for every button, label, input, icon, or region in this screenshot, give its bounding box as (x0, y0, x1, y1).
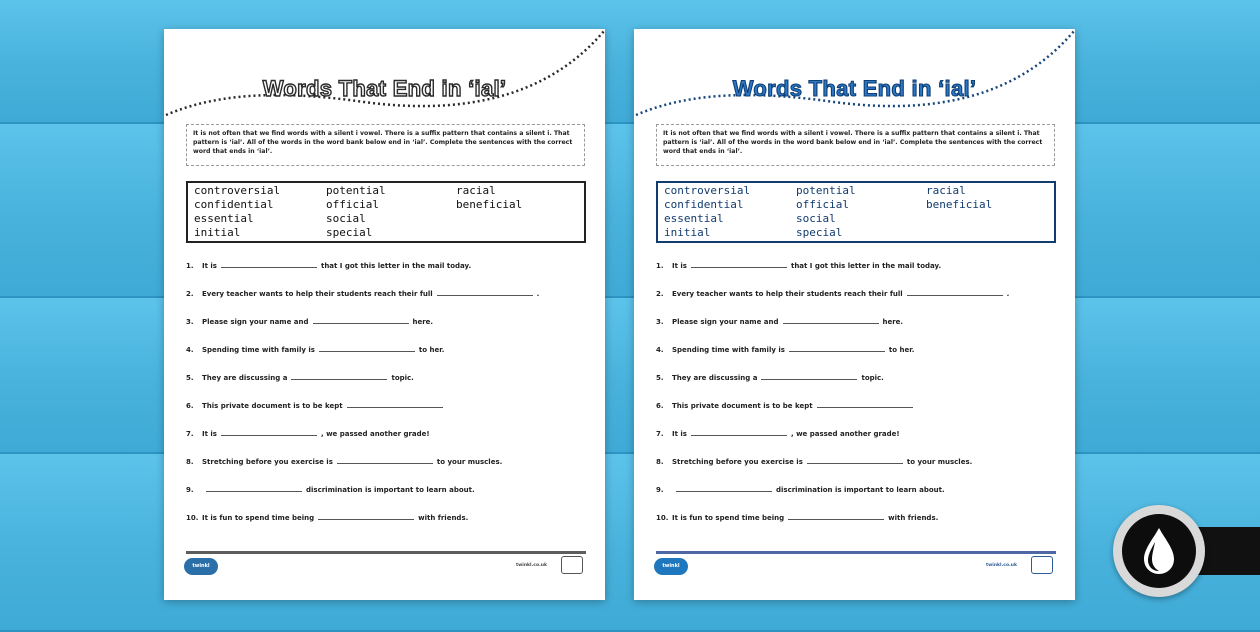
answer-blank[interactable] (221, 260, 317, 268)
word-bank-item: special (796, 226, 843, 239)
question-text: They are discussing a (672, 374, 758, 382)
question-number: 4. (186, 346, 194, 354)
worksheet-black-and-white (164, 29, 605, 600)
question-text: , we passed another grade! (320, 430, 430, 438)
answer-blank[interactable] (789, 344, 885, 352)
footer-divider (656, 551, 1056, 554)
question-number: 3. (656, 318, 664, 326)
question-number: 3. (186, 318, 194, 326)
worksheet-title: Words That End in ‘ial’ (732, 76, 977, 101)
answer-blank[interactable] (788, 512, 884, 520)
question-9 (186, 484, 586, 498)
question-text: Every teacher wants to help their students reach their full (202, 290, 433, 298)
worksheet-title: Words That End in ‘ial’ (262, 76, 507, 101)
question-text: . (536, 290, 540, 298)
question-4 (656, 344, 1056, 358)
question-10 (186, 512, 586, 526)
word-bank-item: potential (796, 184, 856, 197)
question-text: to her. (888, 346, 915, 354)
question-number: 6. (186, 402, 194, 410)
question-1 (656, 260, 1056, 274)
word-bank-item: special (326, 226, 373, 239)
answer-blank[interactable] (817, 400, 913, 408)
answer-blank[interactable] (783, 316, 879, 324)
question-6 (656, 400, 1056, 414)
word-bank-item: initial (194, 226, 241, 239)
answer-blank[interactable] (807, 456, 903, 464)
question-text: Stretching before you exercise is (202, 458, 333, 466)
ink-drop-icon (1122, 514, 1196, 588)
question-3 (186, 316, 586, 330)
question-number: 10. (656, 514, 669, 522)
question-text: It is fun to spend time being (672, 514, 785, 522)
question-number: 1. (186, 262, 194, 270)
word-bank (186, 181, 586, 243)
question-text: Please sign your name and (672, 318, 779, 326)
word-bank-item: social (796, 212, 836, 225)
question-10 (656, 512, 1056, 526)
answer-blank[interactable] (291, 372, 387, 380)
answer-blank[interactable] (206, 484, 302, 492)
answer-blank[interactable] (437, 288, 533, 296)
question-text: to your muscles. (436, 458, 503, 466)
word-bank-item: controversial (664, 184, 751, 197)
question-5 (186, 372, 586, 386)
question-text: It is (672, 430, 687, 438)
word-bank-item: confidential (194, 198, 274, 211)
question-text: , we passed another grade! (790, 430, 900, 438)
instructions-box: It is not often that we find words with a silent i vowel. There is a suffix pattern that contains a silent i. That pattern is ‘ial’. All of the words in the word bank below end in ‘ial’. Complete the sentences with the correct word that ends in ‘ial’. (656, 124, 1055, 166)
badge-bar (1196, 527, 1260, 575)
question-number: 10. (186, 514, 199, 522)
answer-blank[interactable] (313, 316, 409, 324)
question-text: Please sign your name and (202, 318, 309, 326)
question-2 (186, 288, 586, 302)
answer-blank[interactable] (319, 344, 415, 352)
question-9 (656, 484, 1056, 498)
question-4 (186, 344, 586, 358)
question-text: This private document is to be kept (672, 402, 813, 410)
question-2 (656, 288, 1056, 302)
question-number: 9. (656, 486, 664, 494)
answer-blank[interactable] (761, 372, 857, 380)
question-text: It is (202, 430, 217, 438)
question-number: 2. (656, 290, 664, 298)
question-number: 7. (656, 430, 664, 438)
question-text: It is (672, 262, 687, 270)
question-number: 4. (656, 346, 664, 354)
answer-blank[interactable] (221, 428, 317, 436)
footer-url: twinkl.co.uk (516, 563, 547, 568)
word-bank-item: initial (664, 226, 711, 239)
question-text: topic. (391, 374, 414, 382)
word-bank-item: confidential (664, 198, 744, 211)
question-text: discrimination is important to learn about. (776, 486, 945, 494)
question-text: This private document is to be kept (202, 402, 343, 410)
question-text: with friends. (418, 514, 469, 522)
word-bank-item: essential (664, 212, 724, 225)
question-1 (186, 260, 586, 274)
question-8 (186, 456, 586, 470)
question-text: discrimination is important to learn about. (306, 486, 475, 494)
word-bank-item: essential (194, 212, 254, 225)
question-8 (656, 456, 1056, 470)
worksheet-colour (634, 29, 1075, 600)
question-text: with friends. (888, 514, 939, 522)
word-bank-item: beneficial (456, 198, 523, 211)
footer-url: twinkl.co.uk (986, 563, 1017, 568)
question-number: 5. (656, 374, 664, 382)
word-bank-item: racial (456, 184, 496, 197)
question-text: here. (412, 318, 434, 326)
question-text: They are discussing a (202, 374, 288, 382)
question-text: It is (202, 262, 217, 270)
answer-blank[interactable] (691, 428, 787, 436)
word-bank-item: controversial (194, 184, 281, 197)
word-bank-item: potential (326, 184, 386, 197)
question-number: 2. (186, 290, 194, 298)
footer-badge-icon (561, 556, 583, 574)
question-text: . (1006, 290, 1010, 298)
word-bank-item: racial (926, 184, 966, 197)
question-text: that I got this letter in the mail today. (790, 262, 942, 270)
question-number: 9. (186, 486, 194, 494)
question-6 (186, 400, 586, 414)
word-bank-item: beneficial (926, 198, 993, 211)
question-text: Every teacher wants to help their students reach their full (672, 290, 903, 298)
answer-blank[interactable] (347, 400, 443, 408)
answer-blank[interactable] (337, 456, 433, 464)
question-text: Spending time with family is (672, 346, 785, 354)
word-bank-item: official (796, 198, 849, 211)
question-text: that I got this letter in the mail today. (320, 262, 472, 270)
ink-saver-badge[interactable] (1113, 505, 1205, 597)
question-number: 6. (656, 402, 664, 410)
answer-blank[interactable] (318, 512, 414, 520)
question-7 (656, 428, 1056, 442)
word-bank (656, 181, 1056, 243)
question-text: Stretching before you exercise is (672, 458, 803, 466)
question-number: 8. (656, 458, 664, 466)
question-text: to her. (418, 346, 445, 354)
question-text: Spending time with family is (202, 346, 315, 354)
instructions-box: It is not often that we find words with a silent i vowel. There is a suffix pattern that contains a silent i. That pattern is ‘ial’. All of the words in the word bank below end in ‘ial’. Complete the sentences with the correct word that ends in ‘ial’. (186, 124, 585, 166)
question-text: to your muscles. (906, 458, 973, 466)
question-number: 5. (186, 374, 194, 382)
twinkl-logo: twinkl (654, 558, 688, 575)
answer-blank[interactable] (691, 260, 787, 268)
twinkl-logo: twinkl (184, 558, 218, 575)
question-5 (656, 372, 1056, 386)
question-number: 1. (656, 262, 664, 270)
answer-blank[interactable] (676, 484, 772, 492)
question-3 (656, 316, 1056, 330)
question-text: topic. (861, 374, 884, 382)
question-number: 7. (186, 430, 194, 438)
question-text: It is fun to spend time being (202, 514, 315, 522)
answer-blank[interactable] (907, 288, 1003, 296)
word-bank-item: official (326, 198, 379, 211)
question-number: 8. (186, 458, 194, 466)
question-text: here. (882, 318, 904, 326)
word-bank-item: social (326, 212, 366, 225)
question-7 (186, 428, 586, 442)
footer-badge-icon (1031, 556, 1053, 574)
footer-divider (186, 551, 586, 554)
